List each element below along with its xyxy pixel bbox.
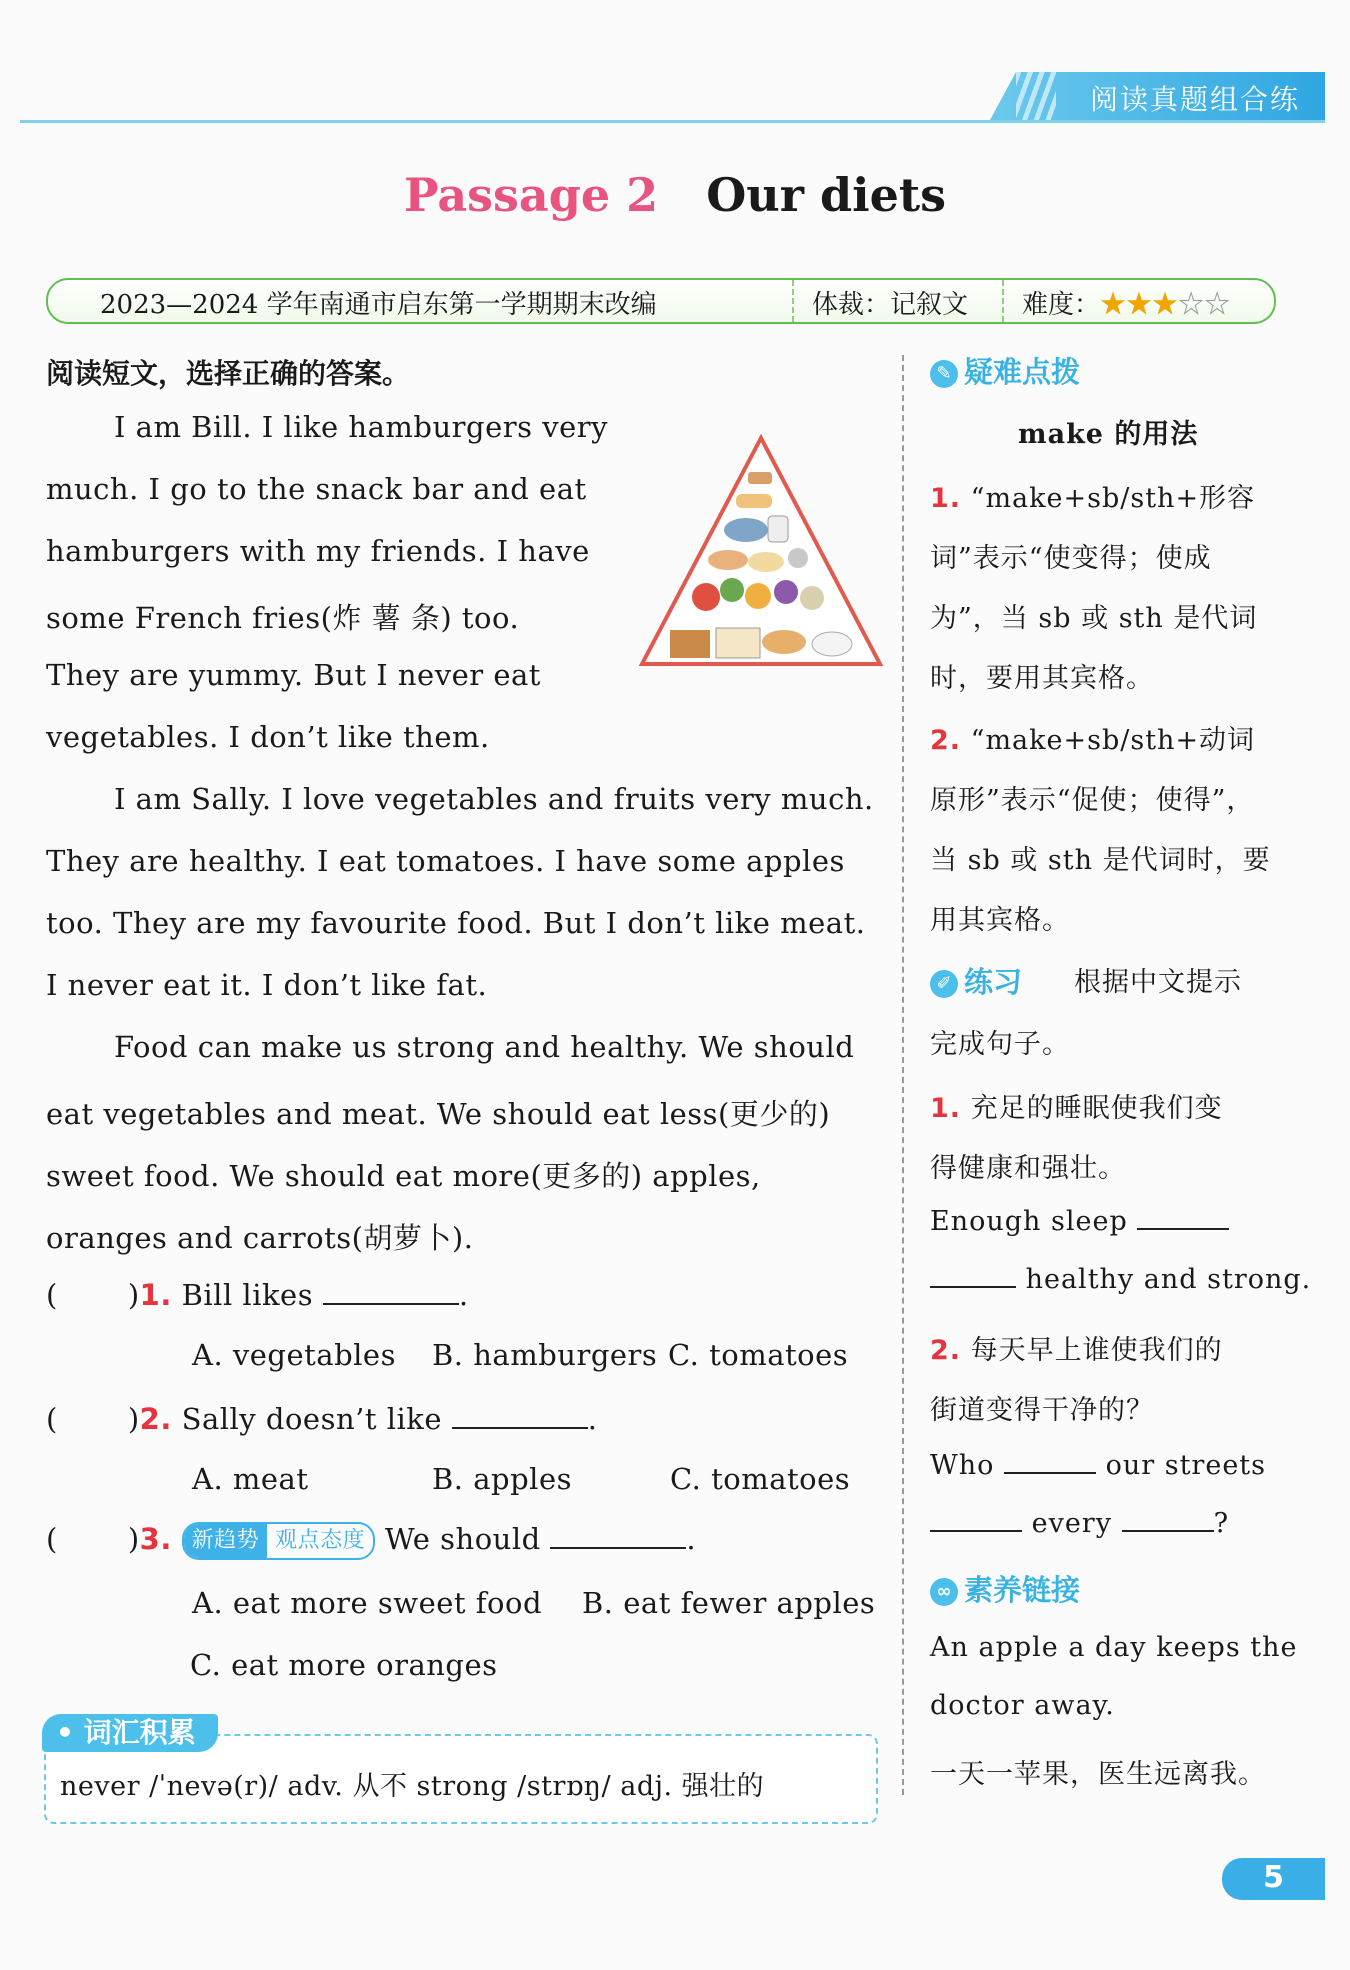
difficulty-stars <box>1100 290 1230 320</box>
passage-line: hamburgers with my friends. I have <box>46 534 590 568</box>
passage-line: They are healthy. I eat tomatoes. I have some apples <box>46 844 845 878</box>
star-filled-icon: ★ <box>1100 290 1127 320</box>
tip-line: 为”，当 sb 或 sth 是代词 <box>930 603 1258 634</box>
option[interactable]: B. hamburgers <box>432 1338 658 1372</box>
passage-line: I never eat it. I don’t like fat. <box>46 968 488 1002</box>
answer-blank[interactable] <box>1122 1530 1214 1532</box>
tip-line: 词”表示“使变得；使成 <box>930 543 1212 574</box>
option[interactable]: B. apples <box>432 1462 572 1496</box>
tips-heading: ✎ 疑难点拨 <box>930 350 1080 391</box>
tip-line: 原形”表示“促使；使得”， <box>930 785 1255 816</box>
vocab-entries: never /ˈnevə(r)/ adv. 从不 strong /strɒŋ/ adj. 强壮的 <box>60 1771 765 1802</box>
section-banner-label: 阅读真题组合练 <box>1089 83 1300 116</box>
practice-line: 得健康和强壮。 <box>930 1153 1126 1184</box>
star-filled-icon: ★ <box>1126 290 1153 320</box>
practice-instruction: 根据中文提示 <box>1074 967 1242 998</box>
star-empty-icon: ☆ <box>1178 290 1205 320</box>
passage-line: some French fries(炸 薯 条) too. <box>46 601 520 635</box>
info-divider <box>792 280 795 322</box>
answer-blank[interactable] <box>1137 1228 1229 1230</box>
difficulty <box>1022 284 1230 321</box>
link-heading: ∞ 素养链接 <box>930 1568 1080 1609</box>
passage-line: I am Sally. I love vegetables and fruits very much. <box>114 782 874 816</box>
tip-1: 1. “make+sb/sth+形容 <box>930 483 1256 514</box>
practice-2-english: Who our streets <box>930 1450 1267 1481</box>
proverb-translation: 一天一苹果，医生远离我。 <box>930 1759 1266 1790</box>
info-divider <box>1002 280 1005 322</box>
tip-2: 2. “make+sb/sth+动词 <box>930 725 1256 756</box>
instruction: 阅读短文，选择正确的答案。 <box>46 357 411 390</box>
genre-text: 体裁：记叙文 <box>812 290 969 320</box>
passage-line: I am Bill. I like hamburgers very <box>114 410 608 444</box>
option[interactable]: A. eat more sweet food <box>192 1586 543 1620</box>
proverb-line: doctor away. <box>930 1690 1115 1721</box>
question-3: ( )3. 新趋势 观点态度 We should . <box>46 1522 696 1560</box>
source-text: 2023—2024 学年南通市启东第一学期期末改编 <box>100 290 657 320</box>
header-rule <box>20 120 1325 123</box>
passage-line: sweet food. We should eat more(更多的) apples, <box>46 1159 761 1193</box>
practice-instruction: 完成句子。 <box>930 1029 1070 1060</box>
answer-blank <box>452 1427 588 1429</box>
practice-line: 街道变得干净的？ <box>930 1395 1154 1426</box>
passage-line: eat vegetables and meat. We should eat less(更少的) <box>46 1097 831 1131</box>
answer-blank <box>323 1303 459 1305</box>
practice-1-english: healthy and strong. <box>930 1264 1311 1295</box>
option[interactable]: A. meat <box>192 1462 309 1496</box>
option[interactable]: C. eat more oranges <box>190 1648 498 1682</box>
star-filled-icon: ★ <box>1152 290 1179 320</box>
practice-1: 1. 充足的睡眠使我们变 <box>930 1093 1223 1124</box>
passage-line: vegetables. I don’t like them. <box>46 720 490 754</box>
proverb-line: An apple a day keeps the <box>930 1632 1298 1663</box>
question-2: ( )2. Sally doesn’t like . <box>46 1402 598 1436</box>
tip-line: 用其宾格。 <box>930 905 1070 936</box>
new-trend-tag: 新趋势 观点态度 <box>182 1522 376 1560</box>
option[interactable]: B. eat fewer apples <box>582 1586 876 1620</box>
pencil-icon: ✐ <box>930 970 958 998</box>
question-number: 2. <box>139 1402 172 1436</box>
tip-line: 时，要用其宾格。 <box>930 663 1154 694</box>
pen-icon: ✎ <box>930 360 958 388</box>
make-usage-title: make 的用法 <box>1018 419 1199 450</box>
question-1: ( )1. Bill likes . <box>46 1278 469 1312</box>
passage-title: Our diets <box>706 168 947 222</box>
passage-line: too. They are my favourite food. But I don’t like meat. <box>46 906 866 940</box>
tip-line: 当 sb 或 sth 是代词时，要 <box>930 845 1271 876</box>
star-empty-icon: ☆ <box>1204 290 1231 320</box>
food-pyramid-illustration <box>636 432 886 672</box>
practice-heading: ✐ 练习 <box>930 960 1022 1001</box>
practice-2: 2. 每天早上谁使我们的 <box>930 1335 1223 1366</box>
question-number: 3. <box>139 1522 172 1556</box>
answer-blank[interactable] <box>930 1286 1016 1288</box>
question-number: 1. <box>139 1278 172 1312</box>
practice-2-english: every ? <box>930 1508 1229 1539</box>
passage-line: Food can make us strong and healthy. We should <box>114 1030 855 1064</box>
option[interactable]: C. tomatoes <box>670 1462 851 1496</box>
passage-line: much. I go to the snack bar and eat <box>46 472 587 506</box>
passage-line: They are yummy. But I never eat <box>46 658 541 692</box>
info-bar <box>46 278 1276 324</box>
difficulty-label: 难度： <box>1022 290 1101 320</box>
answer-blank <box>550 1547 686 1549</box>
option[interactable]: C. tomatoes <box>668 1338 849 1372</box>
option[interactable]: A. vegetables <box>192 1338 396 1372</box>
link-icon: ∞ <box>930 1578 958 1606</box>
practice-1-english: Enough sleep <box>930 1206 1229 1237</box>
column-divider <box>902 355 904 1795</box>
page-title <box>0 168 1350 222</box>
passage-number: Passage 2 <box>403 168 659 222</box>
vocab-label: • 词汇积累 <box>42 1714 218 1752</box>
answer-blank[interactable] <box>1004 1472 1096 1474</box>
passage-line: oranges and carrots(胡萝卜). <box>46 1221 474 1255</box>
answer-blank[interactable] <box>930 1530 1022 1532</box>
page-number: 5 <box>1263 1860 1284 1895</box>
